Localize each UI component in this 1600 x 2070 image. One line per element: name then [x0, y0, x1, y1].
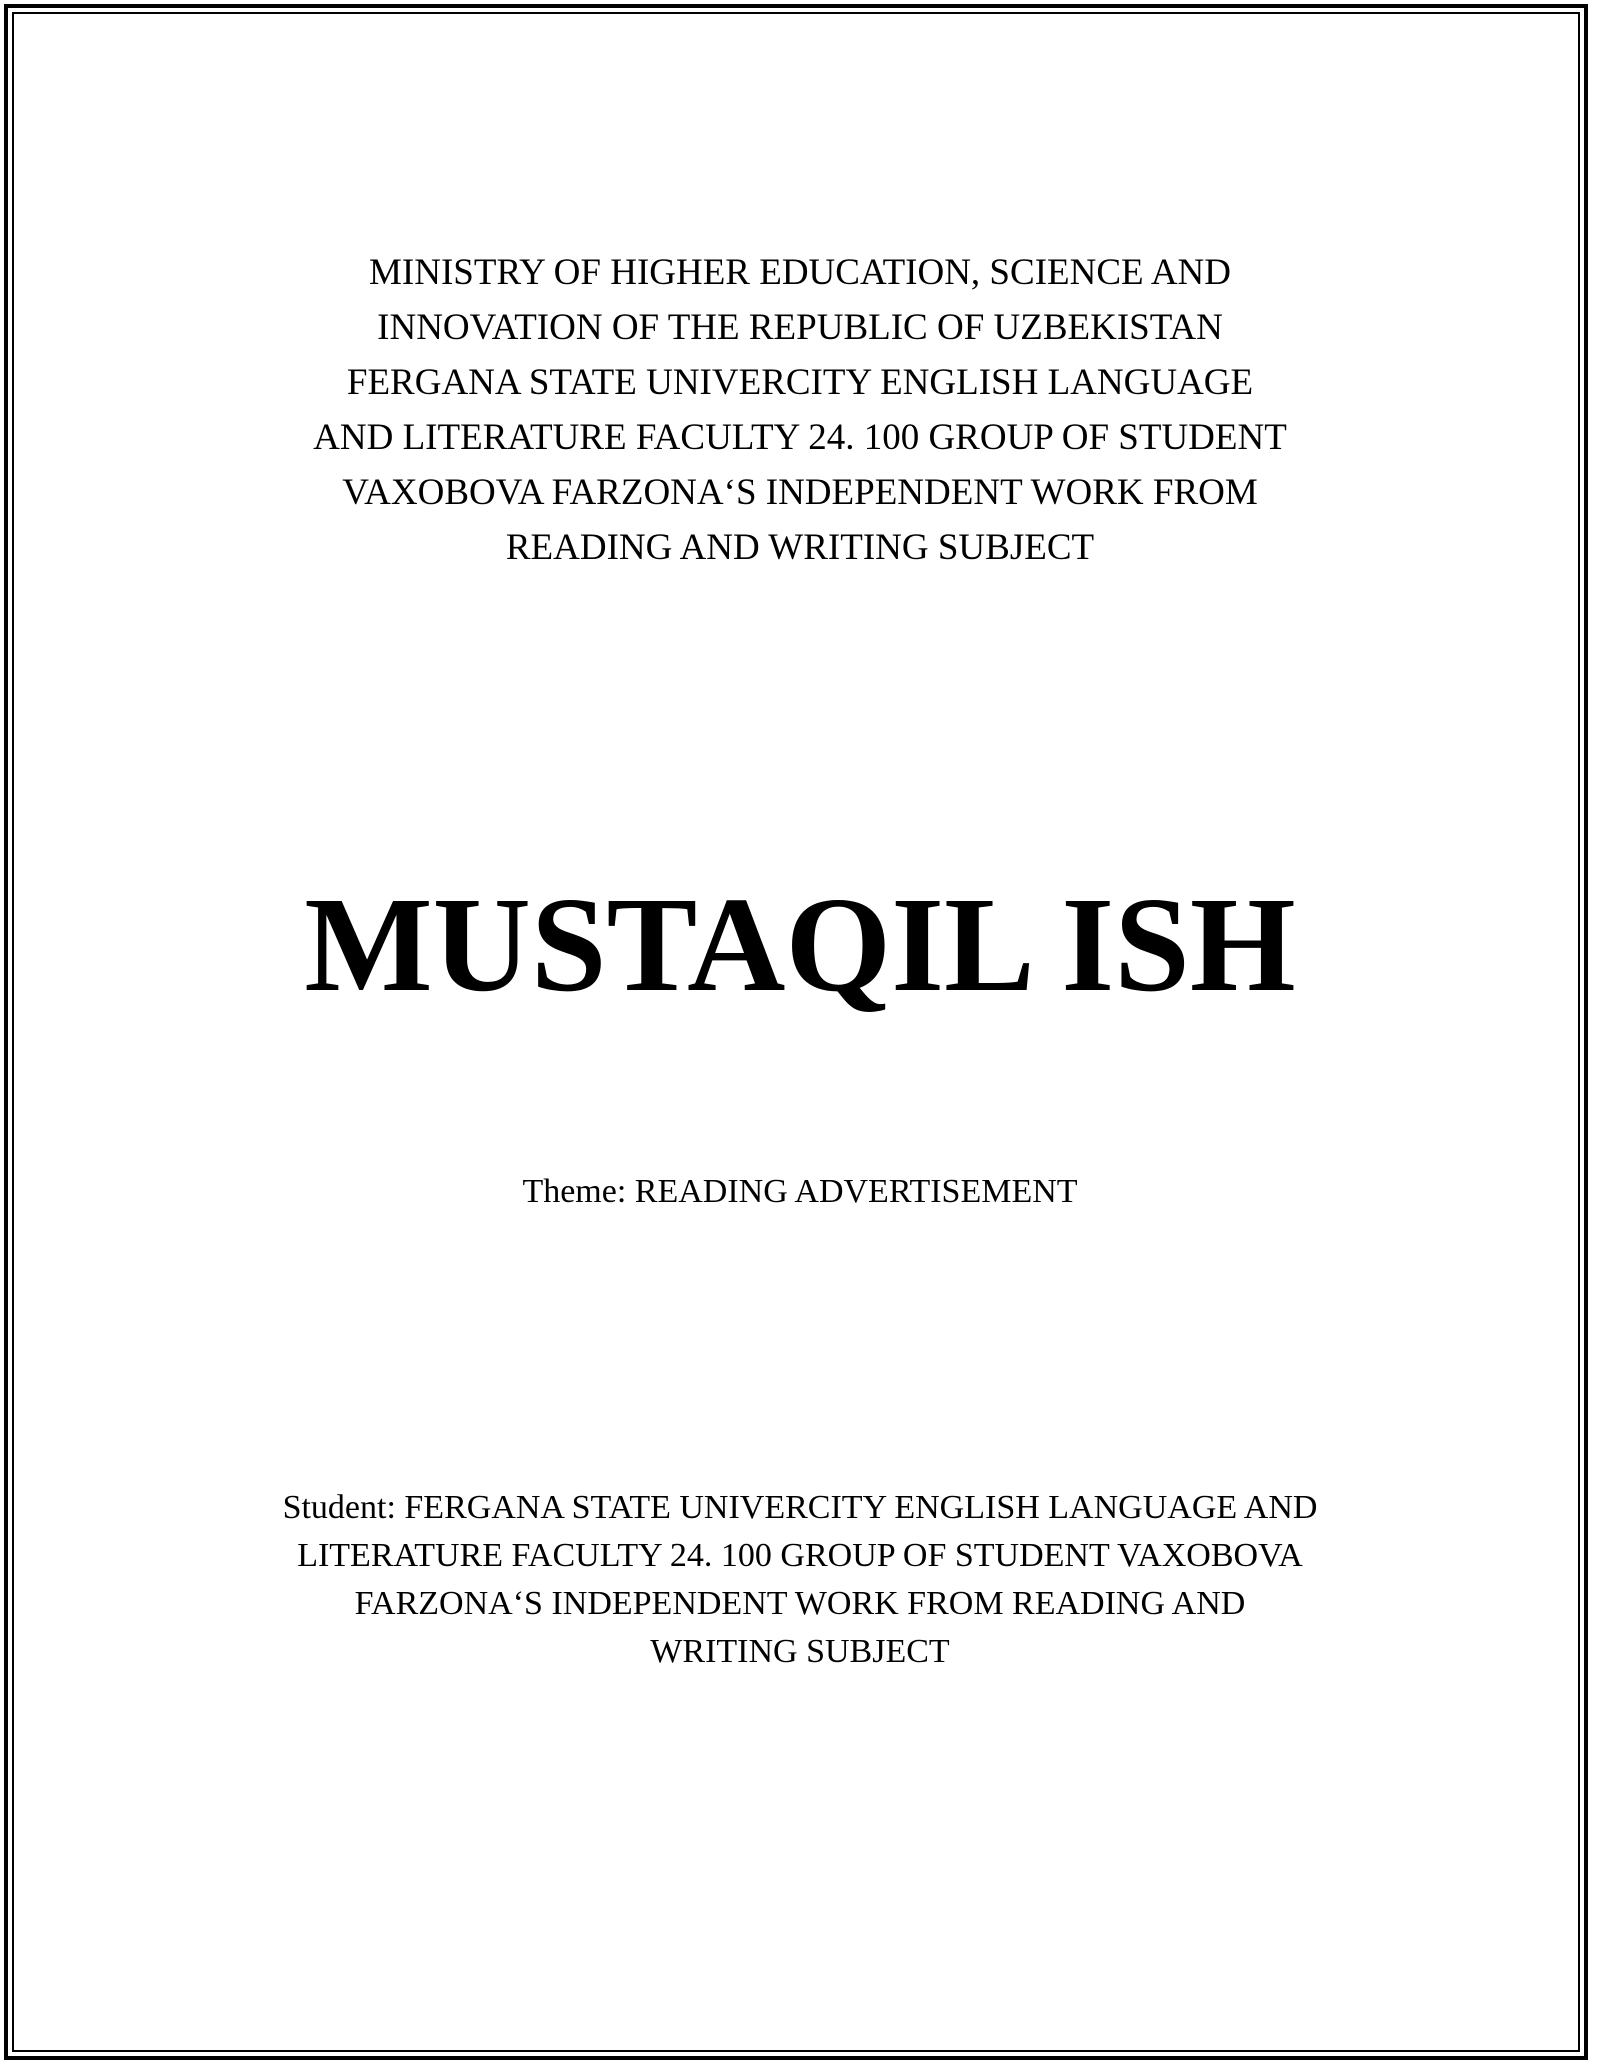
student-line: WRITING SUBJECT — [650, 1633, 950, 1670]
header-line: INNOVATION OF THE REPUBLIC OF UZBEKISTAN — [377, 307, 1223, 348]
student-line: FARZONA‘S INDEPENDENT WORK FROM READING AND — [354, 1585, 1246, 1622]
header-line: READING AND WRITING SUBJECT — [505, 527, 1095, 568]
header-line: AND LITERATURE FACULTY 24. 100 GROUP OF STUDENT — [313, 417, 1287, 458]
header-line: VAXOBOVA FARZONA‘S INDEPENDENT WORK FROM — [342, 472, 1258, 513]
document-theme: Theme: READING ADVERTISEMENT — [522, 1173, 1078, 1210]
header-line: MINISTRY OF HIGHER EDUCATION, SCIENCE AND — [369, 252, 1231, 293]
header-line: FERGANA STATE UNIVERCITY ENGLISH LANGUAGE — [346, 362, 1254, 403]
document-title: MUSTAQIL ISH — [304, 870, 1296, 1020]
student-info — [180, 1484, 1420, 1676]
institution-header — [200, 245, 1400, 575]
student-line: LITERATURE FACULTY 24. 100 GROUP OF STUDENT VAXOBOVA — [297, 1537, 1303, 1574]
student-line: Student: FERGANA STATE UNIVERCITY ENGLISH LANGUAGE AND — [282, 1489, 1318, 1526]
